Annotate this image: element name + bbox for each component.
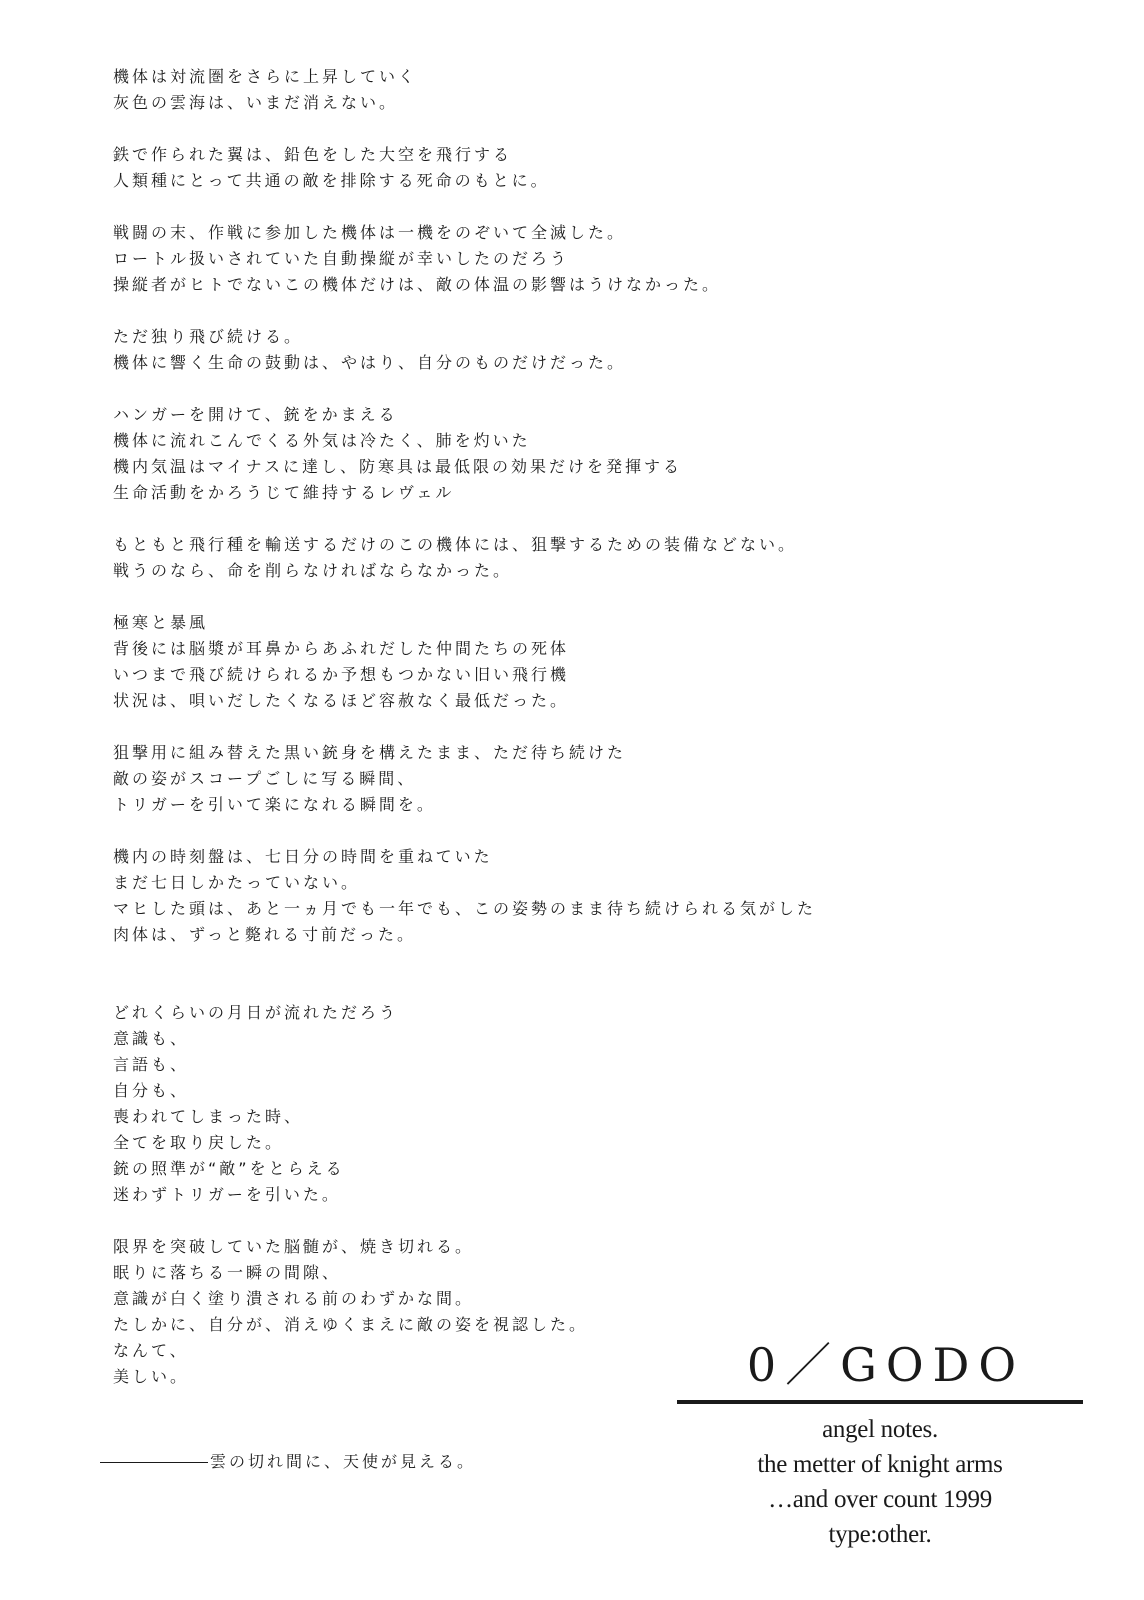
- stanza-4: [113, 324, 1013, 376]
- subtitle-line: the metter of knight arms: [757, 1451, 1003, 1478]
- poem-line: マヒした頭は、あと一ヵ月でも一年でも、この姿勢のまま待ち続けられる気がした: [113, 899, 817, 918]
- subtitle-line: angel notes.: [822, 1416, 938, 1443]
- work-title: 0／GODO: [746, 1338, 1026, 1392]
- poem-line: まだ七日しかたっていない。: [113, 873, 361, 892]
- poem-line: ただ独り飛び続ける。: [113, 327, 304, 346]
- stanza-9: [113, 844, 1013, 948]
- poem-line: 言語も、: [113, 1055, 190, 1074]
- poem-line: 眠りに落ちる一瞬の間隙、: [113, 1263, 342, 1282]
- poem-line: どれくらいの月日が流れただろう: [113, 1003, 399, 1022]
- stanza-10: [113, 1000, 1013, 1208]
- poem-line: 生命活動をかろうじて維持するレヴェル: [113, 483, 455, 502]
- poem-line: 美しい。: [113, 1367, 190, 1386]
- poem-line: 意識が白く塗り潰される前のわずかな間。: [113, 1289, 475, 1308]
- poem-line: 機内の時刻盤は、七日分の時間を重ねていた: [113, 847, 493, 866]
- stanza-2: [113, 142, 1013, 194]
- stanza-5: [113, 402, 1013, 506]
- poem-line: 状況は、唄いだしたくなるほど容赦なく最低だった。: [113, 691, 570, 710]
- stanza-8: [113, 740, 1013, 818]
- stanza-7: [113, 610, 1013, 714]
- poem-line: 機体は対流圏をさらに上昇していく: [113, 67, 418, 86]
- poem-line: もともと飛行種を輸送するだけのこの機体には、狙撃するための装備などない。: [113, 535, 798, 554]
- poem-line: 限界を突破していた脳髄が、焼き切れる。: [113, 1237, 475, 1256]
- poem-line: 肉体は、ずっと斃れる寸前だった。: [113, 925, 417, 944]
- poem-line: ロートル扱いされていた自動操縦が幸いしたのだろう: [113, 249, 570, 268]
- title-block: [677, 1336, 1083, 1552]
- poem-line: トリガーを引いて楽になれる瞬間を。: [113, 795, 436, 814]
- stanza-3: [113, 220, 1013, 298]
- subtitle-line: …and over count 1999: [768, 1486, 992, 1513]
- closing-text: 雲の切れ間に、天使が見える。: [210, 1452, 477, 1471]
- poem-line: 全てを取り戻した。: [113, 1133, 285, 1152]
- poem-line: 機体に流れこんでくる外気は冷たく、肺を灼いた: [113, 431, 531, 450]
- poem-line: 喪われてしまった時、: [113, 1107, 304, 1126]
- poem-line: 銃の照準が“敵”をとらえる: [113, 1159, 345, 1178]
- poem-line: 背後には脳漿が耳鼻からあふれだした仲間たちの死体: [113, 639, 570, 658]
- subtitle-list: [677, 1412, 1083, 1552]
- poem-line: 意識も、: [113, 1029, 190, 1048]
- poem-line: 操縦者がヒトでないこの機体だけは、敵の体温の影響はうけなかった。: [113, 275, 722, 294]
- poem-line: ハンガーを開けて、銃をかまえる: [113, 405, 398, 424]
- poem-line: 敵の姿がスコープごしに写る瞬間、: [113, 769, 417, 788]
- closing-line: [100, 1449, 476, 1475]
- stanza-6: [113, 532, 1013, 584]
- poem-line: 自分も、: [113, 1081, 190, 1100]
- stanza-1: [113, 64, 1013, 116]
- poem-line: いつまで飛び続けられるか予想もつかない旧い飛行機: [113, 665, 570, 684]
- poem-line: 人類種にとって共通の敵を排除する死命のもとに。: [113, 171, 550, 190]
- title-rule: [677, 1400, 1083, 1404]
- poem-body: [113, 64, 1013, 1416]
- poem-line: 戦闘の末、作戦に参加した機体は一機をのぞいて全滅した。: [113, 223, 627, 242]
- poem-line: 鉄で作られた翼は、鉛色をした大空を飛行する: [113, 145, 513, 164]
- poem-line: 迷わずトリガーを引いた。: [113, 1185, 341, 1204]
- poem-line: なんて、: [113, 1341, 189, 1360]
- poem-line: たしかに、自分が、消えゆくまえに敵の姿を視認した。: [113, 1315, 589, 1334]
- poem-line: 灰色の雲海は、いまだ消えない。: [113, 93, 399, 112]
- poem-line: 極寒と暴風: [113, 613, 209, 632]
- poem-line: 戦うのなら、命を削らなければならなかった。: [113, 561, 513, 580]
- poem-line: 機体に響く生命の鼓動は、やはり、自分のものだけだった。: [113, 353, 627, 372]
- subtitle-line: type:other.: [828, 1521, 932, 1548]
- dash-rule: [100, 1462, 208, 1463]
- poem-line: 狙撃用に組み替えた黒い銃身を構えたまま、ただ待ち続けた: [113, 743, 627, 762]
- poem-line: 機内気温はマイナスに達し、防寒具は最低限の効果だけを発揮する: [113, 457, 683, 476]
